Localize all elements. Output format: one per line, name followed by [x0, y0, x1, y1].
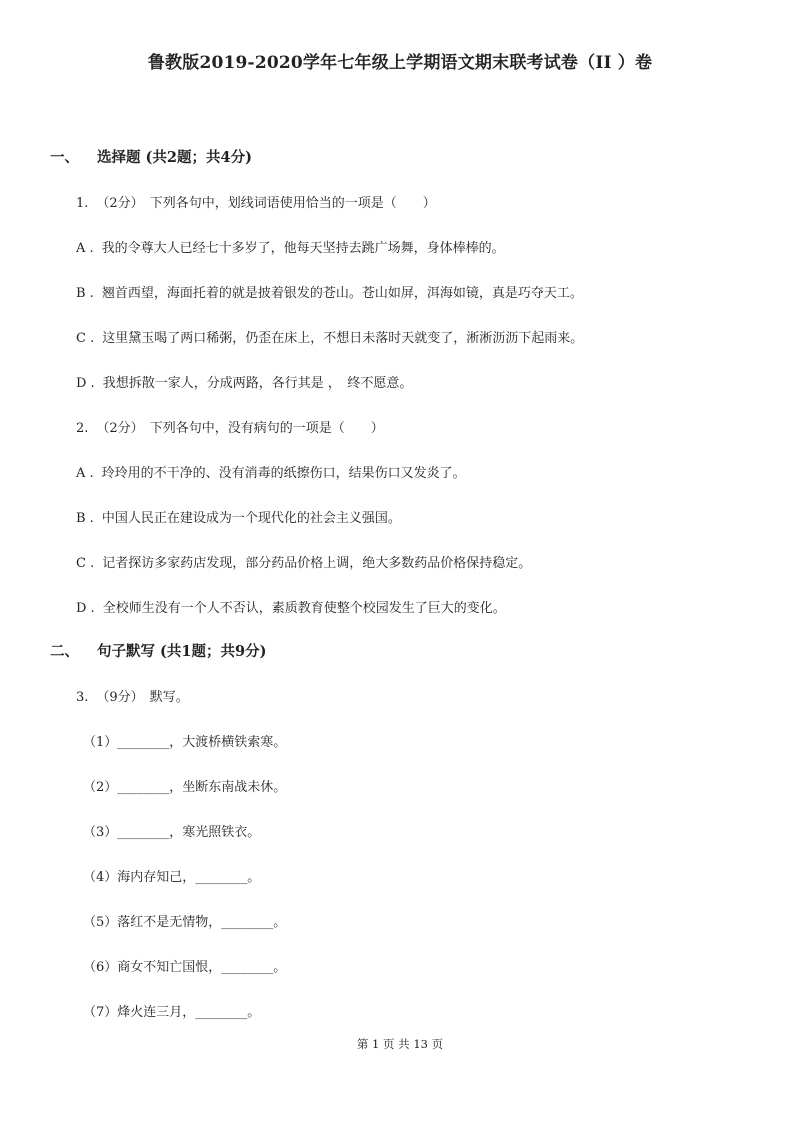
- section-heading-dictation: [50, 640, 266, 661]
- dictation-item-4: （4）海内存知己，________。: [83, 870, 261, 885]
- dictation-item-6: （6）商女不知亡国恨，________。: [83, 960, 287, 975]
- option-text: 这里黛玉喝了两口稀粥，仍歪在床上，不想日未落时天就变了，淅淅沥沥下起雨来。: [102, 331, 584, 346]
- question-number: 3.: [76, 690, 89, 705]
- option-1c: [76, 327, 583, 346]
- option-letter: C .: [76, 556, 95, 571]
- option-2a: [76, 462, 466, 481]
- option-text: 我的令尊大人已经七十多岁了，他每天坚持去跳广场舞，身体棒棒的。: [101, 241, 505, 256]
- option-text: 翘首西望，海面托着的就是披着银发的苍山。苍山如屏，洱海如镜，真是巧夺天工。: [101, 286, 583, 301]
- question-score: （9分）: [96, 690, 144, 705]
- option-letter: B .: [76, 511, 94, 526]
- option-letter: A .: [76, 241, 94, 256]
- question-1: [76, 192, 436, 211]
- question-2: [76, 417, 384, 436]
- page-title: 鲁教版2019-2020学年七年级上学期语文期末联考试卷（II ）卷: [147, 53, 653, 73]
- dictation-item-2: （2）________，坐断东南战未休。: [83, 780, 287, 795]
- option-letter: B .: [76, 286, 94, 301]
- section-heading-choice: [50, 146, 252, 167]
- option-letter: A .: [76, 466, 94, 481]
- option-letter: D .: [76, 376, 95, 391]
- dictation-item-5: （5）落红不是无情物，________。: [83, 915, 287, 930]
- section-number: 一、: [50, 149, 79, 166]
- option-text: 玲玲用的不干净的、没有消毒的纸擦伤口，结果伤口又发炎了。: [101, 466, 466, 481]
- section-title: 句子默写 (共1题；共9分): [97, 643, 267, 660]
- option-text: 中国人民正在建设成为一个现代化的社会主义强国。: [101, 511, 401, 526]
- question-stem: 下列各句中，划线词语使用恰当的一项是（ ）: [149, 196, 436, 211]
- option-2d: [76, 597, 506, 616]
- question-number: 2.: [76, 421, 89, 436]
- dictation-item-3: （3）________，寒光照铁衣。: [83, 825, 261, 840]
- question-stem: 下列各句中，没有病句的一项是（ ）: [149, 421, 384, 436]
- option-text: 记者探访多家药店发现，部分药品价格上调，绝大多数药品价格保持稳定。: [102, 556, 532, 571]
- option-letter: C .: [76, 331, 95, 346]
- page-footer: 第 1 页 共 13 页: [356, 1037, 444, 1051]
- option-text: 我想拆散一家人，分成两路，各行其是 ， 终不愿意。: [102, 376, 413, 391]
- dictation-item-7: （7）烽火连三月，________。: [83, 1005, 261, 1020]
- option-1b: [76, 282, 583, 301]
- section-title: 选择题 (共2题；共4分): [97, 149, 252, 166]
- option-text: 全校师生没有一个人不否认，素质教育使整个校园发生了巨大的变化。: [102, 601, 506, 616]
- option-1d: [76, 372, 412, 391]
- option-2c: [76, 552, 531, 571]
- question-number: 1.: [76, 196, 89, 211]
- question-score: （2分）: [96, 196, 144, 211]
- dictation-item-1: （1）________，大渡桥横铁索寒。: [83, 735, 287, 750]
- question-stem: 默写。: [149, 690, 189, 705]
- option-1a: [76, 237, 505, 256]
- question-score: （2分）: [96, 421, 144, 436]
- question-3: [76, 686, 189, 705]
- section-number: 二、: [50, 643, 79, 660]
- option-2b: [76, 507, 401, 526]
- option-letter: D .: [76, 601, 95, 616]
